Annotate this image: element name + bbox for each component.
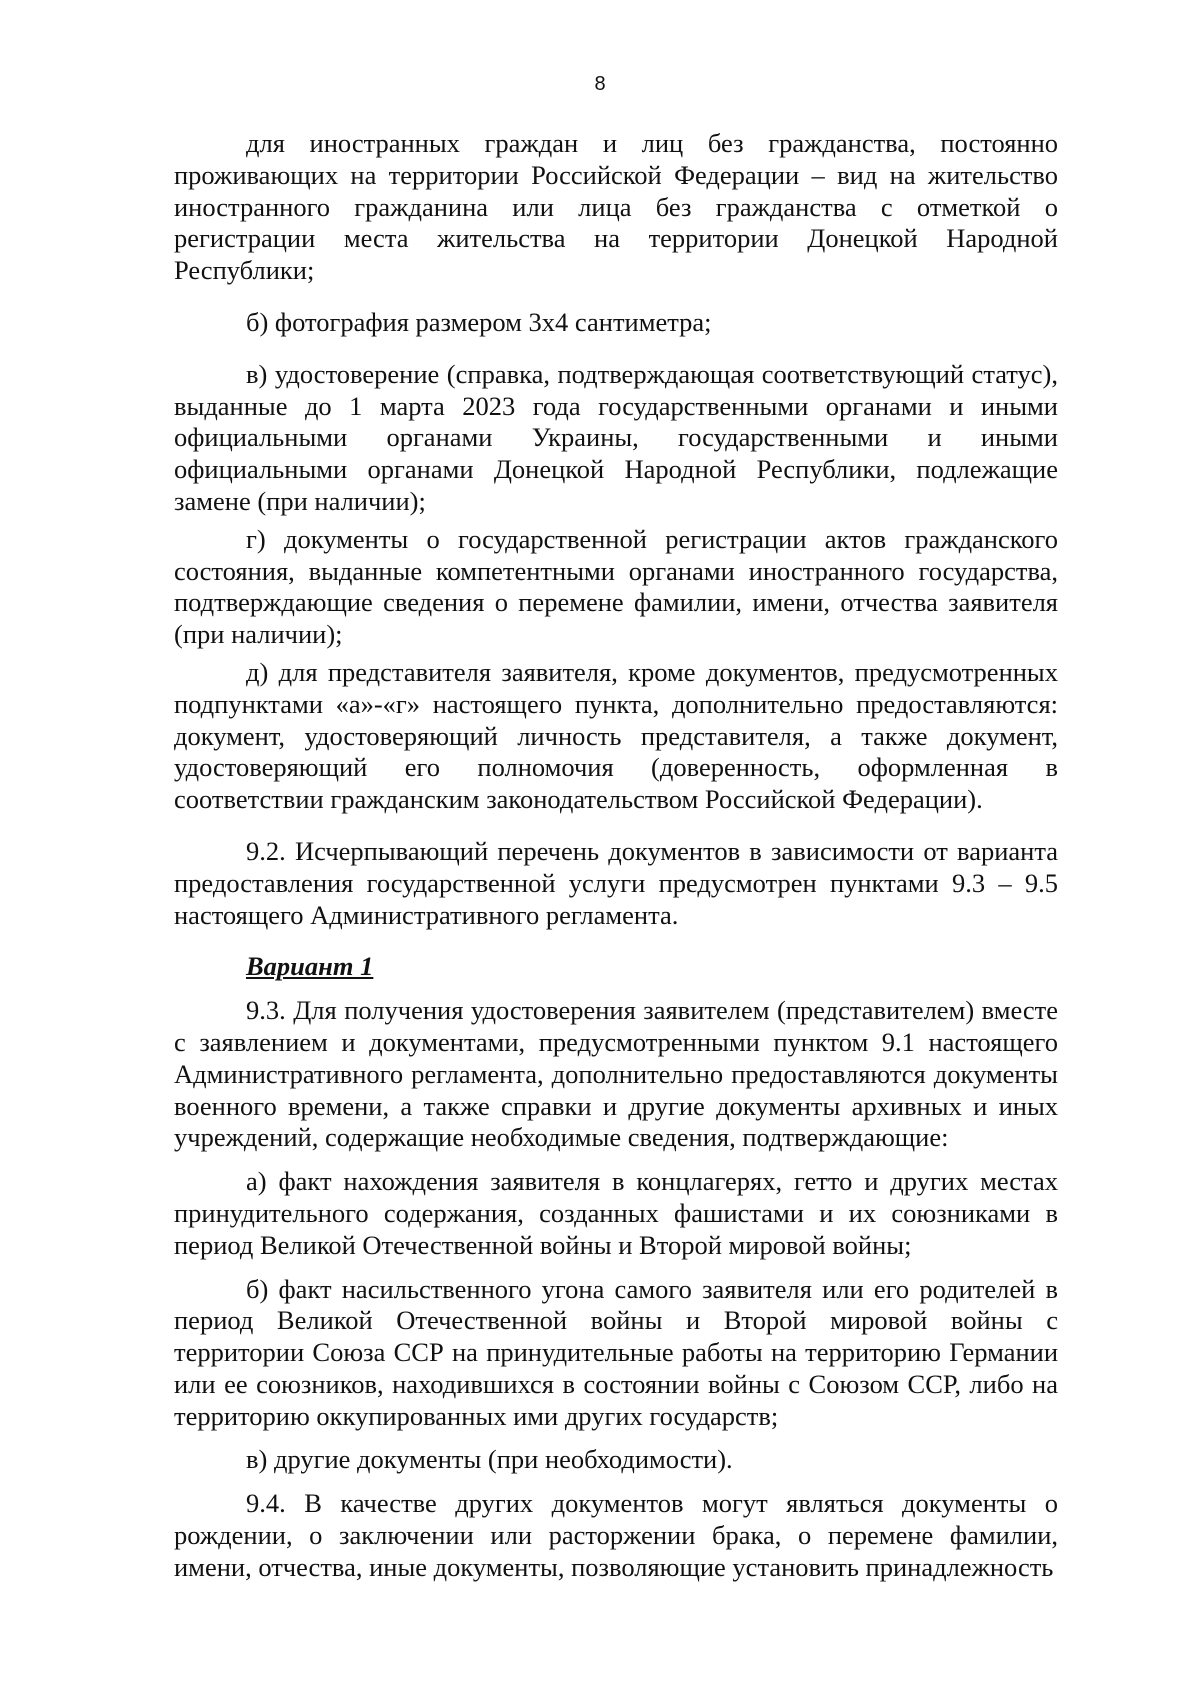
- paragraph-9-2: 9.2. Исчерпывающий перечень документов в зависимости от варианта предоставления государственной услуги предусмотрен пунктами 9.3 – 9.5 настоящего Административного регламента.: [174, 835, 1058, 930]
- paragraph-item-d: д) для представителя заявителя, кроме документов, предусмотренных подпунктами «а»-«г» настоящего пункта, дополнительно предоставляются: документ, удостоверяющий личность представителя, а также документ, удостоверяющий его полномочия (доверенность, оформленная в соответствии гражданским законодательством Российской Федерации).: [174, 656, 1058, 815]
- paragraph-foreign-citizens: для иностранных граждан и лиц без гражданства, постоянно проживающих на территории Российской Федерации – вид на жительство иностранного гражданина или лица без гражданства с отметкой о регистрации места жительства на территории Донецкой Народной Республики;: [174, 128, 1058, 286]
- paragraph-item-a-fact: а) факт нахождения заявителя в концлагерях, гетто и других местах принудительного содержания, созданных фашистами и их союзниками в период Великой Отечественной войны и Второй мировой войны;: [174, 1166, 1058, 1260]
- paragraph-9-3: 9.3. Для получения удостоверения заявителем (представителем) вместе с заявлением и документами, предусмотренными пунктом 9.1 настоящего Административного регламента, дополнительно предоставляются документы военного времени, а также справки и другие документы архивных и иных учреждений, содержащие необходимые сведения, подтверждающие:: [174, 995, 1058, 1153]
- paragraph-item-v-other: в) другие документы (при необходимости).: [246, 1444, 733, 1475]
- paragraph-item-b: б) фотография размером 3х4 сантиметра;: [246, 306, 712, 337]
- paragraph-9-4: 9.4. В качестве других документов могут являться документы о рождении, о заключении или расторжении брака, о перемене фамилии, имени, отчества, иные документы, позволяющие установить принадлежность: [174, 1488, 1058, 1582]
- page-number: 8: [594, 73, 606, 95]
- document-body: [174, 128, 1058, 1584]
- paragraph-item-b-fact: б) факт насильственного угона самого заявителя или его родителей в период Великой Отечественной войны и Второй мировой войны с территории Союза ССР на принудительные работы на территорию Германии или ее союзников, находившихся в состоянии войны с Союзом ССР, либо на территорию оккупированных ими других государств;: [174, 1273, 1058, 1431]
- paragraph-item-v: в) удостоверение (справка, подтверждающая соответствующий статус), выданные до 1 марта 2023 года государственными органами и иными официальными органами Украины, государственными и иными официальными органами Донецкой Народной Республики, подлежащие замене (при наличии);: [174, 358, 1058, 516]
- paragraph-item-g: г) документы о государственной регистрации актов гражданского состояния, выданные компетентными органами иностранного государства, подтверждающие сведения о перемене фамилии, имени, отчества заявителя (при наличии);: [174, 523, 1058, 650]
- variant-heading: Вариант 1: [246, 951, 374, 982]
